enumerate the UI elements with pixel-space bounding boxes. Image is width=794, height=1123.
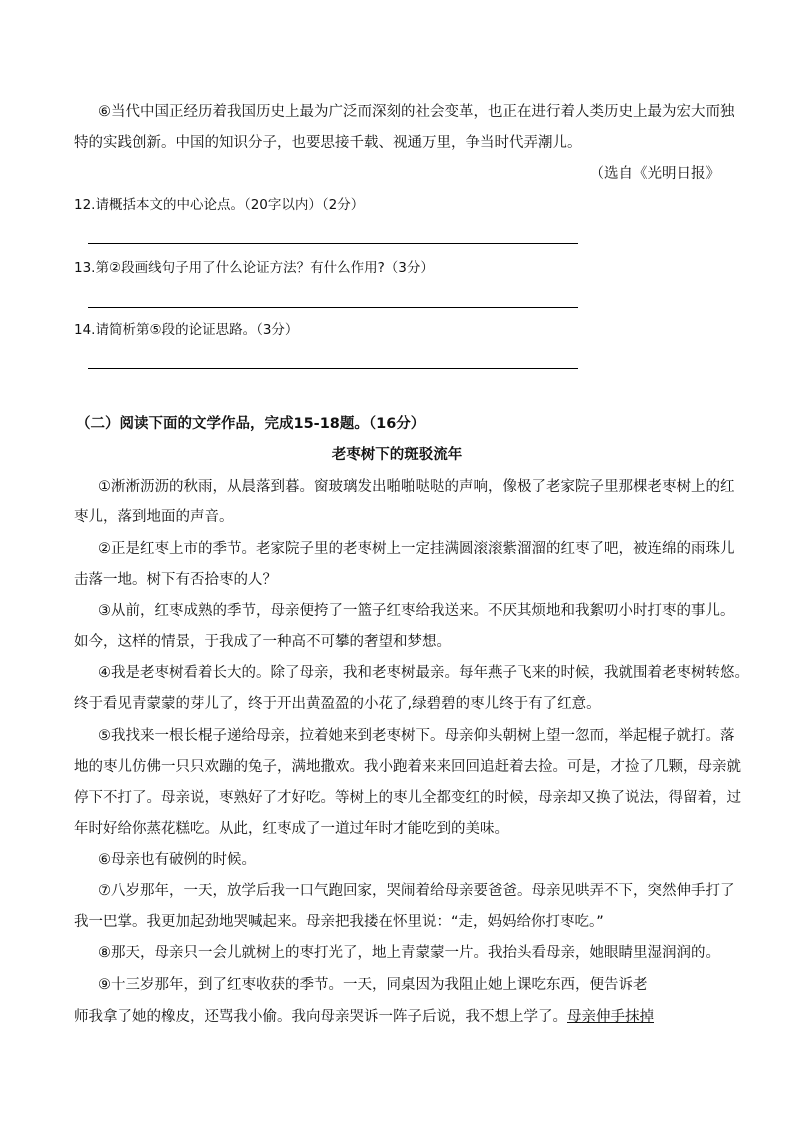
- text-line: ③从前，红枣成熟的季节，母亲便挎了一篮子红枣给我送来。不厌其烦地和我絮叨小时打枣的事儿。: [98, 603, 735, 619]
- answer-line-14[interactable]: [88, 368, 578, 369]
- text-line: 地的枣儿仿佛一只只欢蹦的兔子，满地撒欢。我小跑着来来回回追赶着去捡。可是，才捡了几颗，母亲就: [74, 759, 741, 775]
- text-segment: 师我拿了她的橡皮，还骂我小偷。我向母亲哭诉一阵子后说，我不想上学了。: [74, 1009, 567, 1025]
- text-line: ④我是老枣树看着长大的。除了母亲，我和老枣树最亲。每年燕子飞来的时候，我就围着老枣树转悠。: [98, 665, 749, 681]
- question-13: 13.第②段画线句子用了什么论证方法？有什么作用?（3分）: [74, 260, 434, 276]
- text-line: 如今，这样的情景，于我成了一种高不可攀的奢望和梦想。: [74, 634, 451, 650]
- text-line: ①淅淅沥沥的秋雨，从晨落到暮。窗玻璃发出啪啪哒哒的声响，像极了老家院子里那棵老枣树上的红: [98, 479, 735, 495]
- text-line: 我一巴掌。我更加起劲地哭喊起来。母亲把我搂在怀里说：“走，妈妈给你打枣吃。”: [74, 914, 604, 930]
- text-line: 停下不打了。母亲说，枣熟好了才好吃。等树上的枣儿全都变红的时候，母亲却又换了说法，得留着，过: [74, 790, 741, 806]
- answer-line-12[interactable]: [88, 243, 578, 244]
- source-citation: （选自《光明日报》: [589, 166, 720, 182]
- text-line: ⑥母亲也有破例的时候。: [98, 852, 256, 868]
- question-12: 12.请概括本文的中心论点。（20字以内）（2分）: [74, 197, 365, 213]
- paragraph-6-line-1: ⑥当代中国正经历着我国历史上最为广泛而深刻的社会变革，也正在进行着人类历史上最为宏大而独: [98, 104, 735, 120]
- text-line: [74, 1007, 654, 1027]
- text-line: 年时好给你蒸花糕吃。从此，红枣成了一道过年时才能吃到的美味。: [74, 821, 509, 837]
- text-line: ⑦八岁那年，一天，放学后我一口气跑回家，哭闹着给母亲要爸爸。母亲见哄弄不下，突然伸手打了: [98, 883, 735, 899]
- underlined-sentence: 母亲伸手抹掉: [567, 1009, 654, 1025]
- answer-line-13[interactable]: [88, 307, 578, 308]
- paragraph-6-line-2: 特的实践创新。中国的知识分子，也要思接千载、视通万里，争当时代弄潮儿。: [74, 135, 582, 151]
- text-line: 终于看见青蒙蒙的芽儿了，终于开出黄盈盈的小花了,绿碧碧的枣儿终于有了红意。: [74, 696, 601, 712]
- text-line: ⑤我找来一根长棍子递给母亲，拉着她来到老枣树下。母亲仰头朝树上望一忽而，举起棍子就打。落: [98, 728, 735, 744]
- text-line: ⑨十三岁那年，到了红枣收获的季节。一天，同桌因为我阻止她上课吃东西，便告诉老: [98, 977, 648, 993]
- text-line: ②正是红枣上市的季节。老家院子里的老枣树上一定挂满圆滚滚紫溜溜的红枣了吧，被连绵的雨珠儿: [98, 541, 735, 557]
- text-line: 击落一地。树下有否拾枣的人？: [74, 572, 277, 588]
- section-heading: （二）阅读下面的文学作品，完成15-18题。（16分）: [76, 416, 426, 432]
- text-line: ⑧那天，母亲只一会儿就树上的枣打光了，地上青蒙蒙一片。我抬头看母亲，她眼睛里湿润润的。: [98, 945, 720, 961]
- question-14: 14.请简析第⑤段的论证思路。（3分）: [74, 322, 299, 338]
- text-line: 枣儿，落到地面的声音。: [74, 509, 234, 525]
- article-title: 老枣树下的斑驳流年: [331, 447, 463, 463]
